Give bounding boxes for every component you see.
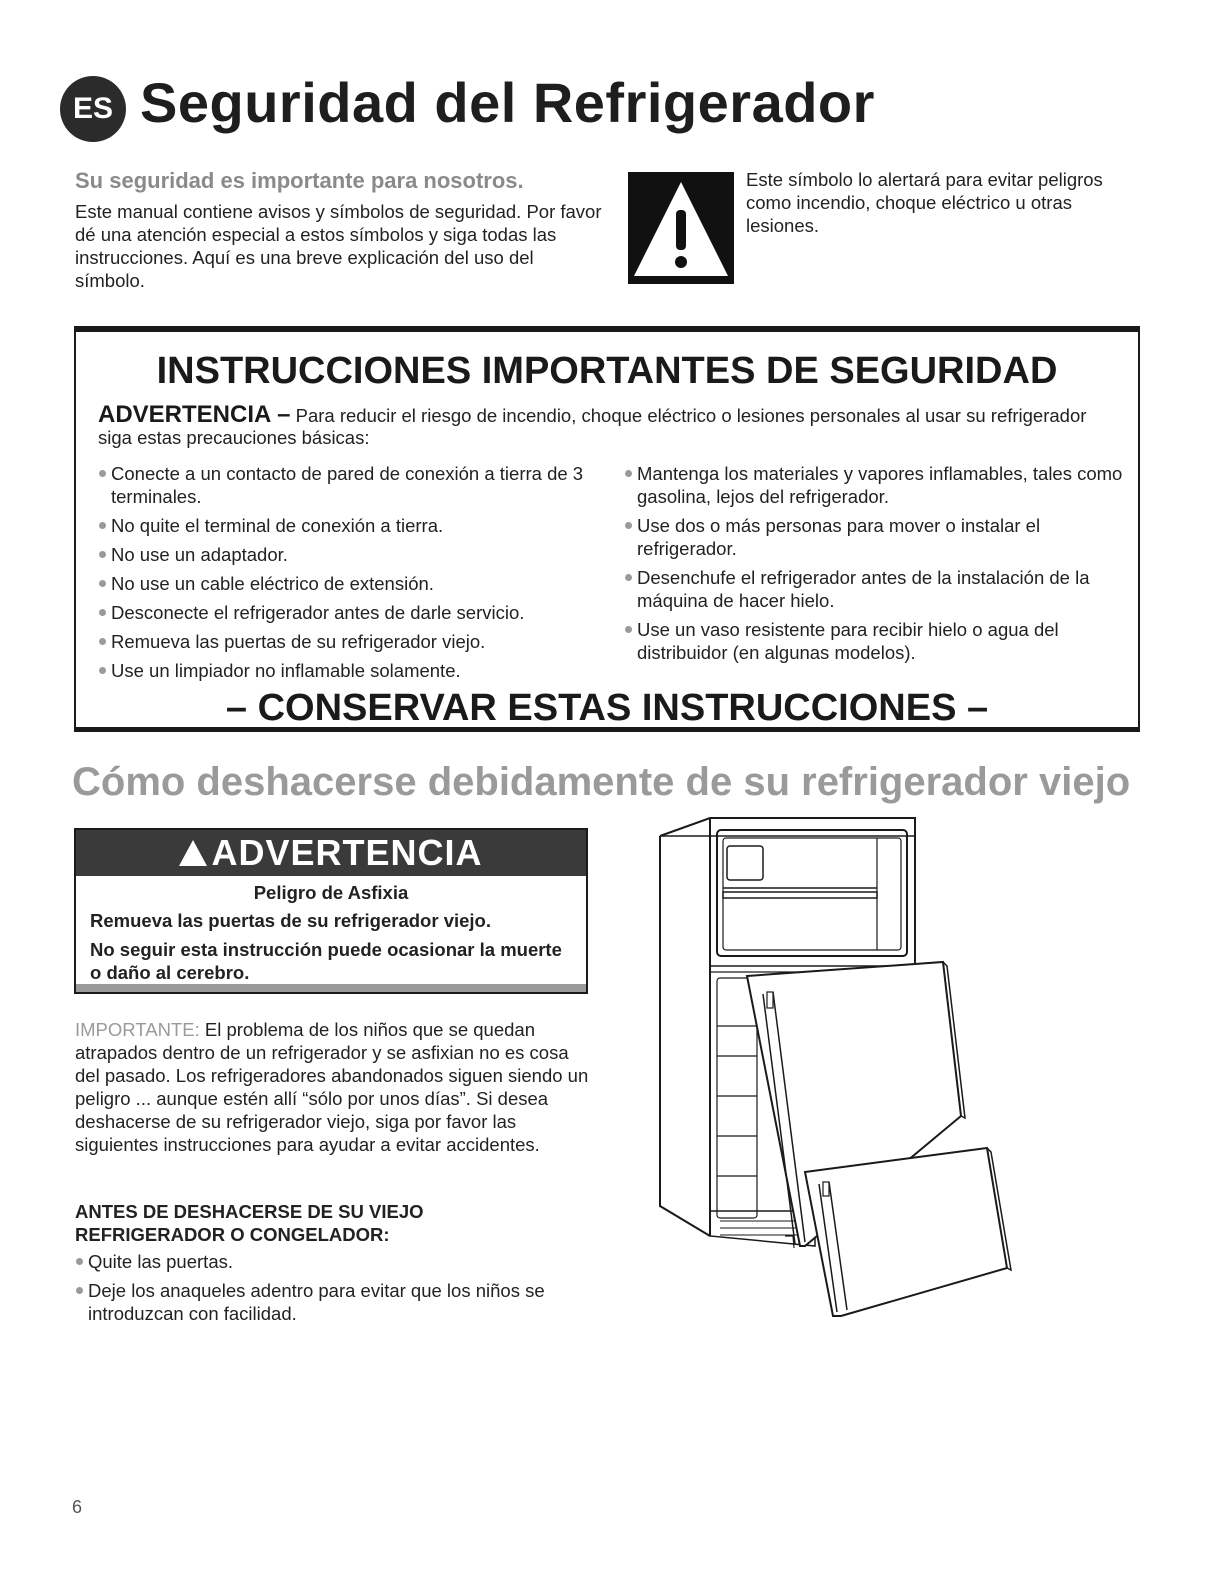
safety-title: INSTRUCCIONES IMPORTANTES DE SEGURIDAD bbox=[156, 350, 1058, 392]
important-label: IMPORTANTE: bbox=[75, 1019, 200, 1040]
list-item: Remueva las puertas de su refrigerador viejo. bbox=[98, 630, 598, 653]
danger-header-label: ADVERTENCIA bbox=[211, 832, 483, 873]
danger-consequence: No seguir esta instrucción puede ocasionar la muerte o daño al cerebro. bbox=[90, 939, 562, 983]
warning-paragraph bbox=[98, 401, 1118, 449]
list-item: No quite el terminal de conexión a tierra. bbox=[98, 514, 598, 537]
precautions-list-left bbox=[98, 462, 598, 688]
list-item: Desenchufe el refrigerador antes de la instalación de la máquina de hacer hielo. bbox=[624, 566, 1129, 612]
list-item: Desconecte el refrigerador antes de darle servicio. bbox=[98, 601, 598, 624]
warning-triangle-icon bbox=[179, 840, 207, 866]
list-item: Quite las puertas. bbox=[75, 1250, 595, 1273]
es-language-badge: ES bbox=[60, 76, 126, 142]
danger-hazard-name: Peligro de Asfixia bbox=[253, 882, 409, 903]
list-item: Use un limpiador no inflamable solamente. bbox=[98, 659, 598, 682]
disposal-heading: Cómo deshacerse debidamente de su refrigerador viejo bbox=[72, 760, 1131, 804]
before-disposal-list bbox=[75, 1250, 595, 1331]
precautions-list-right bbox=[624, 462, 1129, 670]
warning-triangle-icon bbox=[628, 172, 734, 284]
danger-header bbox=[76, 830, 586, 876]
danger-instruction: Remueva las puertas de su refrigerador viejo. bbox=[90, 910, 491, 931]
list-item: No use un cable eléctrico de extensión. bbox=[98, 572, 598, 595]
warning-word: ADVERTENCIA – bbox=[98, 401, 291, 428]
list-item: Use dos o más personas para mover o instalar el refrigerador. bbox=[624, 514, 1129, 560]
list-item: Mantenga los materiales y vapores inflamables, tales como gasolina, lejos del refrigerador. bbox=[624, 462, 1129, 508]
refrigerator-doors-removed-illustration bbox=[655, 816, 1020, 1326]
page-title: Seguridad del Refrigerador bbox=[140, 71, 875, 134]
intro-body: Este manual contiene avisos y símbolos de seguridad. Por favor dé una atención especial a estos símbolos y siga todas las instrucciones. Aquí es una breve explicación del uso del símbolo. bbox=[75, 201, 602, 291]
warning-symbol bbox=[628, 172, 734, 284]
danger-footer-bar bbox=[76, 984, 586, 992]
before-disposal-heading: ANTES DE DESHACERSE DE SU VIEJO REFRIGERADOR O CONGELADOR: bbox=[75, 1201, 424, 1245]
symbol-explanation: Este símbolo lo alertará para evitar peligros como incendio, choque eléctrico u otras lesiones. bbox=[746, 169, 1103, 236]
list-item: Use un vaso resistente para recibir hielo o agua del distribuidor (en algunas modelos). bbox=[624, 618, 1129, 664]
page-number: 6 bbox=[72, 1497, 83, 1517]
conserve-instructions-title: – CONSERVAR ESTAS INSTRUCCIONES – bbox=[225, 687, 989, 729]
list-item: Conecte a un contacto de pared de conexión a tierra de 3 terminales. bbox=[98, 462, 598, 508]
safety-instructions-box bbox=[74, 326, 1140, 732]
danger-warning-box bbox=[74, 828, 588, 994]
list-item: No use un adaptador. bbox=[98, 543, 598, 566]
list-item: Deje los anaqueles adentro para evitar que los niños se introduzcan con facilidad. bbox=[75, 1279, 595, 1325]
important-text: El problema de los niños que se quedan atrapados dentro de un refrigerador y se asfixian no es cosa del pasado. Los refrigeradores abandonados siguen siendo un peligro ... aunque estén allí “sólo por unos días”. Si desea deshacerse de su refrigerador viejo, siga por favor las siguientes instrucciones para ayudar a evitar accidentes. bbox=[75, 1019, 589, 1155]
important-paragraph bbox=[75, 1018, 595, 1156]
intro-heading: Su seguridad es importante para nosotros. bbox=[75, 168, 524, 193]
warning-text: Para reducir el riesgo de incendio, choque eléctrico o lesiones personales al usar su refrigerador siga estas precauciones básicas: bbox=[98, 405, 1087, 448]
